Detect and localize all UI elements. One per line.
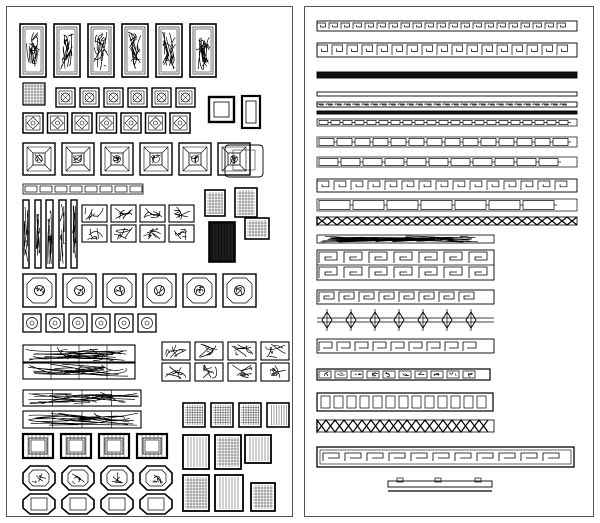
greek-key-border [317, 21, 577, 31]
medallion-row-2 [23, 274, 256, 307]
dragon-panel [88, 24, 114, 77]
octagon-frame [101, 494, 133, 514]
frieze-strip [23, 362, 135, 379]
carved-tile [23, 113, 43, 133]
carved-dragon-panels [20, 24, 216, 77]
carved-tile [48, 113, 68, 133]
lattice-door-panels [183, 435, 275, 511]
left-sheet-panel-catalog [6, 6, 293, 517]
lattice-chain-border [317, 137, 577, 147]
vertical-board [71, 200, 77, 268]
framed-window [137, 434, 167, 458]
floral-panel [162, 342, 190, 360]
floral-panel [195, 342, 223, 360]
spiral-key-border [317, 290, 494, 304]
dragon-panel [190, 24, 216, 77]
octagon-frame [101, 466, 133, 490]
panel-chain-border [317, 199, 577, 211]
dragon-panel [156, 24, 182, 77]
vertical-board [59, 200, 66, 268]
octagon-medallion [23, 274, 56, 307]
frieze-strip [23, 411, 141, 428]
lattice-door [183, 435, 209, 469]
framed-window [23, 434, 53, 458]
double-line-border [317, 92, 577, 96]
floral-panel [228, 342, 256, 360]
octagon-frame [23, 494, 55, 514]
square-tile [56, 88, 75, 107]
carved-medallion [101, 143, 133, 175]
greek-key-border-wide [317, 43, 577, 57]
screen-panel [267, 403, 289, 427]
square-tile [80, 88, 99, 107]
square-tile [176, 88, 195, 107]
floral-panel [111, 205, 136, 222]
brick-chain-border [317, 157, 577, 167]
floral-panel [169, 205, 194, 222]
vertical-board [46, 200, 53, 268]
small-rosette-tile [138, 314, 156, 332]
carved-tile [146, 113, 166, 133]
small-rosette-tile [92, 314, 110, 332]
carved-tile [170, 113, 190, 133]
carved-tile [97, 113, 117, 133]
lattice-window [235, 188, 257, 217]
screen-panel [239, 403, 261, 427]
octagon-frame [62, 494, 94, 514]
screen-panel [183, 403, 205, 427]
octagon-medallion [103, 274, 136, 307]
carved-bracket-border [317, 369, 490, 380]
spiral-key-border-double [317, 250, 494, 280]
lattice-window [205, 190, 225, 216]
cloud-frame-tile [225, 145, 263, 177]
fret-lattice-border [317, 339, 494, 353]
short-border-strips [317, 235, 494, 432]
solid-border-band [317, 72, 577, 78]
dragon-panel [122, 24, 148, 77]
lattice-door [245, 435, 271, 463]
square-tile-row-2 [23, 113, 190, 133]
octagon-frame [62, 466, 94, 490]
octagon-medallion [143, 274, 176, 307]
framed-window [99, 434, 129, 458]
floral-panel [195, 363, 223, 381]
vertical-carved-boards [23, 200, 77, 268]
frieze-strip [23, 390, 141, 406]
small-rosette-tile [46, 314, 64, 332]
right-sheet-border-catalog [304, 6, 594, 517]
floral-panel [82, 205, 107, 222]
rectangle-panel-border [317, 393, 493, 411]
framed-window-boxes [23, 434, 167, 458]
vertical-board [35, 200, 41, 268]
square-tile [152, 88, 171, 107]
carved-tile [121, 113, 141, 133]
window-frame [209, 97, 234, 122]
right-border-drawing [305, 7, 594, 517]
hatched-screen-panels [183, 403, 289, 427]
small-bracket-border [388, 478, 492, 491]
lattice-door [183, 475, 209, 511]
carved-medallion [62, 143, 94, 175]
lattice-door [251, 483, 275, 511]
floral-panel [111, 225, 136, 242]
square-tile-row-3 [23, 314, 156, 332]
floral-panel [228, 363, 256, 381]
floral-panel [140, 205, 165, 222]
lattice-window [245, 218, 269, 239]
link-border [317, 119, 577, 126]
small-rosette-tile [115, 314, 133, 332]
small-rosette-tile [23, 314, 41, 332]
frieze-strip [23, 345, 135, 363]
narrow-key-border [317, 102, 577, 107]
x-lattice-border [317, 420, 494, 432]
dragon-panel [20, 24, 46, 77]
floral-panel [162, 363, 190, 381]
octagon-medallion [183, 274, 216, 307]
octagon-frame [23, 466, 55, 490]
diamond-chain-border [317, 217, 577, 225]
floral-panel [140, 225, 165, 242]
lattice-door [215, 435, 241, 469]
t-fret-border [317, 179, 577, 192]
octagon-frame-row-2 [23, 494, 172, 514]
tall-window-frame [242, 96, 260, 128]
floral-panel [261, 342, 289, 360]
lattice-window-blocks [205, 188, 269, 262]
medallion-row-1 [23, 143, 263, 177]
octagon-medallion [223, 274, 256, 307]
floral-scroll-border [317, 235, 494, 243]
framed-window [61, 434, 91, 458]
floral-panel-grid [82, 205, 194, 242]
octagon-frame-row [23, 466, 172, 490]
stepped-strip [23, 184, 143, 194]
floral-panel [169, 225, 194, 242]
dragon-panel [54, 24, 80, 77]
lattice-door [215, 475, 243, 511]
octagon-frame [140, 494, 172, 514]
octagon-medallion [63, 274, 96, 307]
floral-panel [82, 225, 107, 242]
carved-frieze-strips [23, 345, 135, 379]
full-width-border-strips [317, 21, 577, 225]
carved-medallion [179, 143, 211, 175]
floral-panel [261, 363, 289, 381]
carved-medallion [23, 143, 55, 175]
vertical-board [23, 200, 29, 268]
octagon-frame [140, 466, 172, 490]
carved-frieze-strips-2 [23, 390, 141, 428]
carved-medallion [140, 143, 172, 175]
floral-panel-grid-2 [162, 342, 289, 381]
lantern-spindle-border [317, 309, 494, 331]
lattice-window [209, 222, 235, 262]
thin-border-band [317, 111, 577, 114]
carved-tile [72, 113, 92, 133]
small-rosette-tile [69, 314, 87, 332]
bottom-lattice-border [317, 447, 574, 467]
square-tile [104, 88, 123, 107]
square-tile [128, 88, 147, 107]
screen-panel [211, 403, 233, 427]
left-ornament-drawing [7, 7, 293, 517]
